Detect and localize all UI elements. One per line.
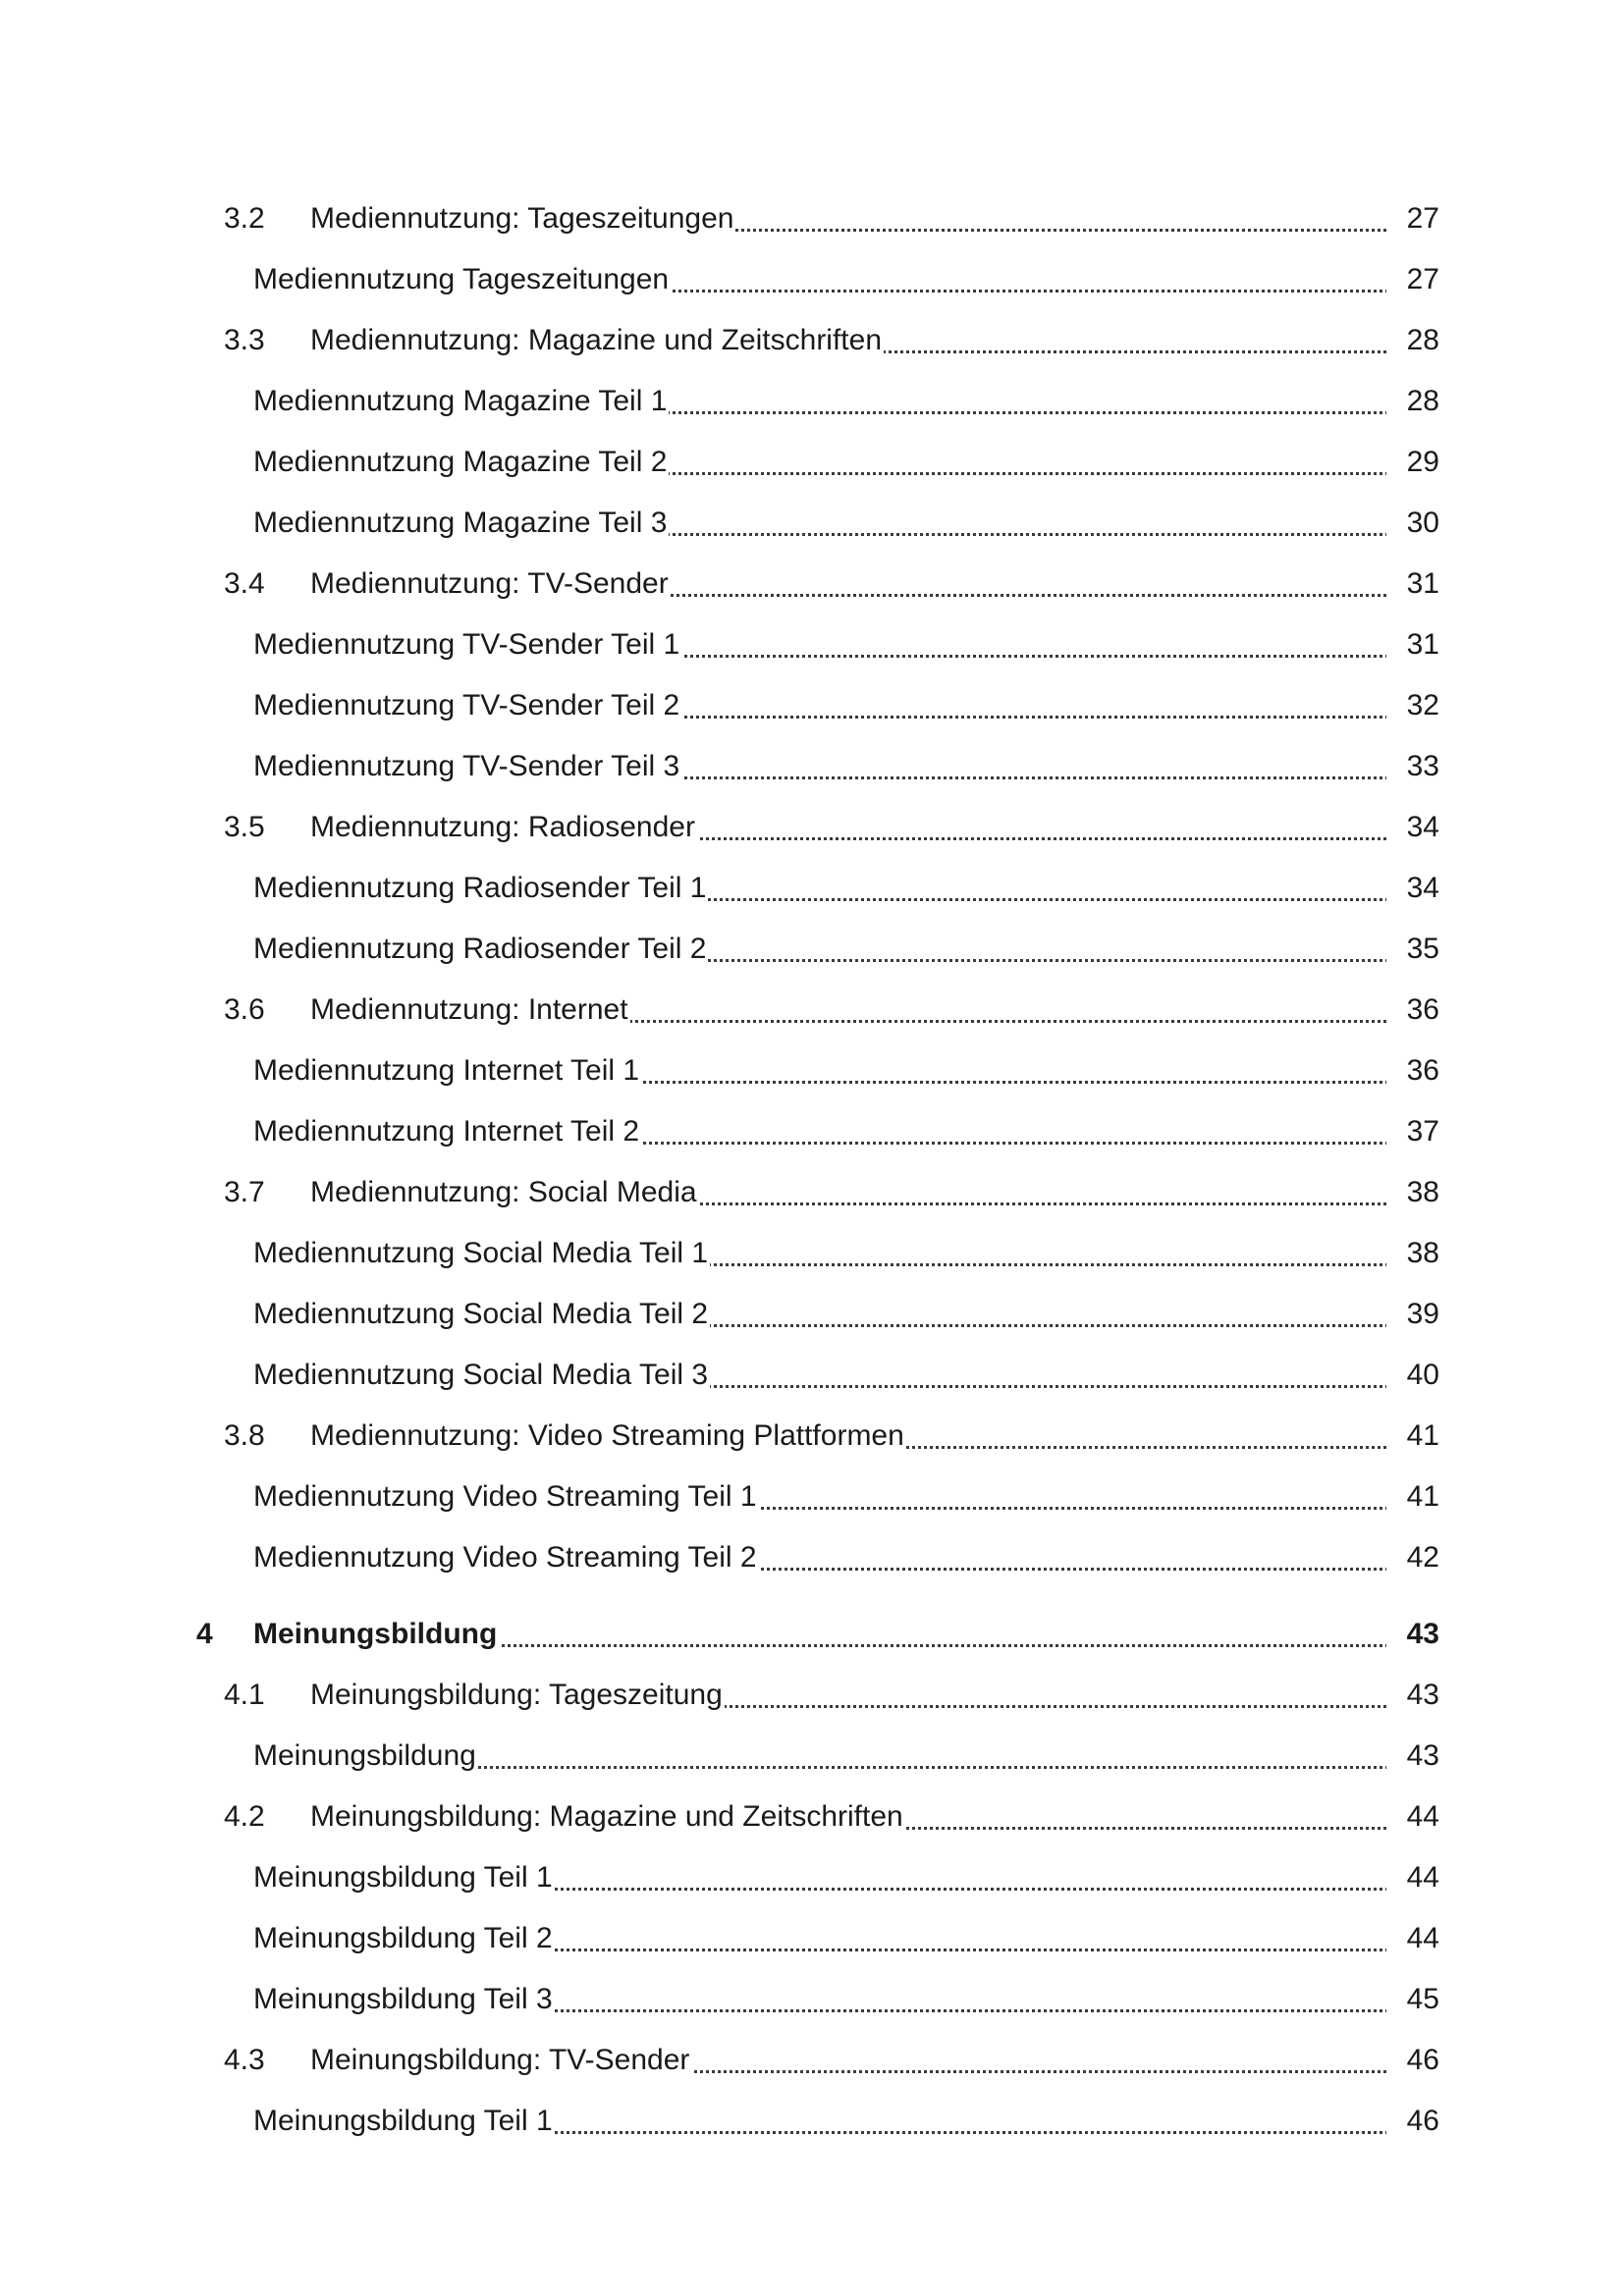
- toc-entry-section[interactable]: [0, 1665, 1624, 1726]
- toc-entry-title: Meinungsbildung: [253, 1604, 499, 1665]
- toc-entry-section[interactable]: [0, 980, 1624, 1041]
- toc-entry-number: 3.7: [224, 1176, 265, 1208]
- toc-entry-chapter[interactable]: [0, 1604, 1624, 1665]
- toc-entry-number: 3.2: [224, 202, 265, 235]
- toc-entry-sub[interactable]: [0, 858, 1624, 919]
- toc-entry-page-number: 38: [1386, 1162, 1439, 1223]
- toc-entry-sub[interactable]: [0, 1969, 1624, 2030]
- toc-entry-page-number: 30: [1386, 493, 1439, 554]
- toc-entry-title: Mediennutzung: Social Media: [310, 1162, 699, 1223]
- toc-entry-title: Mediennutzung Social Media Teil 3: [253, 1345, 710, 1406]
- toc-entry-title: Mediennutzung: Magazine und Zeitschriften: [310, 310, 884, 371]
- toc-entry-page-number: 28: [1386, 371, 1439, 432]
- toc-entry-title: Mediennutzung: Internet: [310, 980, 630, 1041]
- toc-entry-title: Mediennutzung Magazine Teil 2: [253, 432, 669, 493]
- toc-entry-section[interactable]: [0, 797, 1624, 858]
- toc-entry-title: Mediennutzung TV-Sender Teil 2: [253, 675, 681, 736]
- table-of-contents: [0, 188, 1624, 2152]
- toc-entry-page-number: 34: [1386, 797, 1439, 858]
- toc-entry-title: Mediennutzung Social Media Teil 1: [253, 1223, 710, 1284]
- toc-entry-number: 4.1: [224, 1679, 265, 1711]
- toc-entry-sub[interactable]: [0, 432, 1624, 493]
- toc-entry-sub[interactable]: [0, 1467, 1624, 1527]
- toc-entry-sub[interactable]: [0, 1284, 1624, 1345]
- toc-entry-page-number: 44: [1386, 1847, 1439, 1908]
- toc-entry-title: Mediennutzung Video Streaming Teil 2: [253, 1527, 759, 1588]
- toc-entry-section[interactable]: [0, 1162, 1624, 1223]
- toc-entry-page-number: 36: [1386, 1041, 1439, 1101]
- toc-entry-title: Meinungsbildung Teil 1: [253, 1847, 555, 1908]
- toc-entry-sub[interactable]: [0, 1345, 1624, 1406]
- toc-entry-number: 4: [196, 1618, 213, 1650]
- toc-entry-sub[interactable]: [0, 675, 1624, 736]
- toc-entry-section[interactable]: [0, 1787, 1624, 1847]
- toc-entry-title: Mediennutzung Internet Teil 1: [253, 1041, 641, 1101]
- toc-entry-page-number: 27: [1386, 188, 1439, 249]
- toc-entry-page-number: 44: [1386, 1787, 1439, 1847]
- toc-entry-number: 4.3: [224, 2044, 265, 2076]
- toc-entry-sub[interactable]: [0, 614, 1624, 675]
- toc-entry-sub[interactable]: [0, 1527, 1624, 1588]
- toc-entry-sub[interactable]: [0, 2091, 1624, 2152]
- toc-entry-title: Meinungsbildung Teil 3: [253, 1969, 555, 2030]
- toc-entry-number: 3.6: [224, 993, 265, 1026]
- toc-entry-title: Meinungsbildung Teil 1: [253, 2091, 555, 2152]
- toc-entry-sub[interactable]: [0, 736, 1624, 797]
- toc-entry-title: Mediennutzung Radiosender Teil 2: [253, 919, 708, 980]
- toc-entry-section[interactable]: [0, 310, 1624, 371]
- toc-entry-section[interactable]: [0, 1406, 1624, 1467]
- toc-entry-section[interactable]: [0, 2030, 1624, 2091]
- toc-entry-page-number: 37: [1386, 1101, 1439, 1162]
- toc-entry-sub[interactable]: [0, 1101, 1624, 1162]
- toc-entry-sub[interactable]: [0, 1908, 1624, 1969]
- toc-entry-title: Mediennutzung: Tageszeitungen: [310, 188, 735, 249]
- toc-entry-page-number: 33: [1386, 736, 1439, 797]
- toc-entry-sub[interactable]: [0, 249, 1624, 310]
- toc-entry-sub[interactable]: [0, 493, 1624, 554]
- toc-entry-number: 3.4: [224, 567, 265, 600]
- toc-entry-title: Mediennutzung Video Streaming Teil 1: [253, 1467, 759, 1527]
- toc-entry-page-number: 29: [1386, 432, 1439, 493]
- toc-entry-sub[interactable]: [0, 1041, 1624, 1101]
- toc-entry-sub[interactable]: [0, 1847, 1624, 1908]
- toc-entry-page-number: 46: [1386, 2091, 1439, 2152]
- toc-entry-section[interactable]: [0, 554, 1624, 614]
- toc-entry-title: Mediennutzung: Video Streaming Plattformen: [310, 1406, 906, 1467]
- toc-entry-page-number: 43: [1386, 1665, 1439, 1726]
- toc-entry-page-number: 43: [1386, 1604, 1439, 1665]
- toc-entry-page-number: 27: [1386, 249, 1439, 310]
- toc-entry-page-number: 45: [1386, 1969, 1439, 2030]
- toc-entry-page-number: 40: [1386, 1345, 1439, 1406]
- toc-entry-number: 3.5: [224, 811, 265, 843]
- toc-entry-sub[interactable]: [0, 371, 1624, 432]
- toc-entry-sub[interactable]: [0, 919, 1624, 980]
- toc-entry-page-number: 41: [1386, 1467, 1439, 1527]
- toc-entry-number: 4.2: [224, 1800, 265, 1833]
- toc-entry-title: Mediennutzung: TV-Sender: [310, 554, 671, 614]
- toc-entry-page-number: 36: [1386, 980, 1439, 1041]
- toc-entry-title: Mediennutzung TV-Sender Teil 1: [253, 614, 681, 675]
- toc-entry-page-number: 41: [1386, 1406, 1439, 1467]
- toc-entry-title: Mediennutzung Magazine Teil 1: [253, 371, 669, 432]
- toc-entry-page-number: 28: [1386, 310, 1439, 371]
- toc-entry-title: Meinungsbildung: TV-Sender: [310, 2030, 691, 2091]
- toc-entry-page-number: 35: [1386, 919, 1439, 980]
- toc-entry-title: Mediennutzung Social Media Teil 2: [253, 1284, 710, 1345]
- toc-entry-page-number: 31: [1386, 554, 1439, 614]
- toc-entry-title: Mediennutzung Radiosender Teil 1: [253, 858, 708, 919]
- toc-entry-title: Mediennutzung TV-Sender Teil 3: [253, 736, 681, 797]
- toc-entry-number: 3.3: [224, 324, 265, 356]
- toc-entry-number: 3.8: [224, 1419, 265, 1452]
- toc-entry-page-number: 39: [1386, 1284, 1439, 1345]
- toc-entry-section[interactable]: [0, 188, 1624, 249]
- toc-entry-sub[interactable]: [0, 1726, 1624, 1787]
- toc-entry-title: Meinungsbildung Teil 2: [253, 1908, 555, 1969]
- toc-entry-sub[interactable]: [0, 1223, 1624, 1284]
- toc-entry-page-number: 32: [1386, 675, 1439, 736]
- toc-entry-title: Meinungsbildung: Tageszeitung: [310, 1665, 725, 1726]
- toc-entry-page-number: 31: [1386, 614, 1439, 675]
- toc-entry-page-number: 46: [1386, 2030, 1439, 2091]
- toc-entry-title: Meinungsbildung: Magazine und Zeitschriften: [310, 1787, 905, 1847]
- toc-entry-title: Mediennutzung: Radiosender: [310, 797, 697, 858]
- toc-entry-page-number: 38: [1386, 1223, 1439, 1284]
- toc-entry-page-number: 34: [1386, 858, 1439, 919]
- toc-entry-page-number: 43: [1386, 1726, 1439, 1787]
- toc-entry-title: Mediennutzung Internet Teil 2: [253, 1101, 641, 1162]
- toc-entry-title: Mediennutzung Magazine Teil 3: [253, 493, 669, 554]
- toc-entry-title: Mediennutzung Tageszeitungen: [253, 249, 671, 310]
- toc-entry-page-number: 44: [1386, 1908, 1439, 1969]
- toc-entry-page-number: 42: [1386, 1527, 1439, 1588]
- toc-entry-title: Meinungsbildung: [253, 1726, 478, 1787]
